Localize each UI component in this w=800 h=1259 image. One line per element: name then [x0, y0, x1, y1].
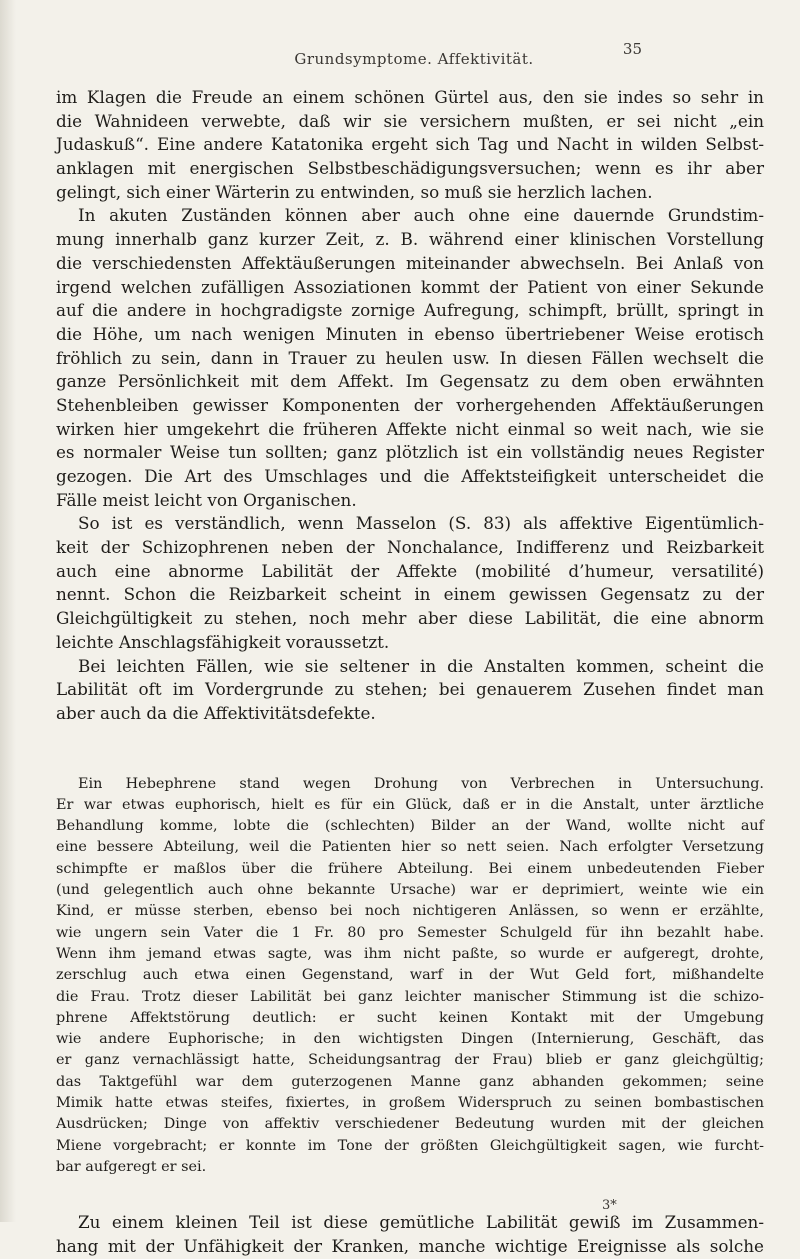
- text-line: Fälle meist leicht von Organischen.: [56, 489, 357, 510]
- page-edge-shadow: [0, 0, 16, 1222]
- case-line: Ein Hebephrene stand wegen Drohung von Verbrechen in Untersuchung.: [78, 775, 764, 792]
- text-line: gezogen. Die Art des Umschlages und die Affektsteifigkeit unterscheidet die: [56, 466, 764, 486]
- case-line: zerschlug auch etwa einen Gegenstand, warf in der Wut Geld fort, mißhandelte: [56, 967, 764, 984]
- text-line: gelingt, sich einer Wärterin zu entwinden, so muß sie herzlich lachen.: [56, 181, 653, 202]
- case-line: Mimik hatte etwas steifes, fixiertes, in großem Widerspruch zu seinen bombastischen: [56, 1095, 764, 1112]
- text-line: hang mit der Unfähigkeit der Kranken, manche wichtige Ereignisse als solche: [56, 1235, 764, 1256]
- text-line: aber auch da die Affektivitätsdefekte.: [56, 702, 376, 723]
- case-line: wie ungern sein Vater die 1 Fr. 80 pro Semester Schulgeld für ihn bezahlt habe.: [56, 924, 764, 941]
- text-line: irgend welchen zufälligen Assoziationen kommt der Patient von einer Sekunde: [56, 276, 764, 297]
- text-line: ganze Persönlichkeit mit dem Affekt. Im Gegensatz zu dem oben erwähnten: [56, 371, 764, 392]
- case-report: [56, 774, 764, 1179]
- running-head: [0, 40, 800, 72]
- text-line: die Wahnideen verwebte, daß wir sie versichern mußten, er sei nicht „ein: [56, 110, 764, 131]
- text-line: es normaler Weise tun sollten; ganz plötzlich ist ein vollständig neues Register: [56, 442, 764, 463]
- text-line: Bei leichten Fällen, wie sie seltener in die Anstalten kommen, scheint die: [78, 655, 764, 676]
- text-line: Zu einem kleinen Teil ist diese gemütliche Labilität gewiß im Zusammen-: [78, 1212, 764, 1233]
- page-number: 35: [622, 40, 642, 58]
- text-line: die verschiedensten Affektäußerungen miteinander abwechseln. Bei Anlaß von: [56, 252, 764, 273]
- case-line: Miene vorgebracht; er konnte im Tone der größten Gleichgültigkeit sagen, wie furcht-: [56, 1137, 764, 1154]
- signature-mark: 3*: [602, 1198, 617, 1213]
- case-line: das Taktgefühl war dem guterzogenen Manne ganz abhanden gekommen; seine: [56, 1073, 764, 1090]
- case-line: eine bessere Abteilung, weil die Patienten hier so nett seien. Nach erfolgter Versetzung: [56, 839, 764, 856]
- case-line: wie andere Euphorische; in den wichtigsten Dingen (Internierung, Geschäft, das: [56, 1031, 764, 1048]
- text-line: keit der Schizophrenen neben der Nonchalance, Indifferenz und Reizbarkeit: [56, 537, 764, 558]
- text-line: Judaskuß“. Eine andere Katatonika ergeht sich Tag und Nacht in wilden Selbst-: [56, 134, 764, 155]
- case-line: phrene Affektstörung deutlich: er sucht keinen Kontakt mit der Umgebung: [56, 1009, 764, 1026]
- text-line: So ist es verständlich, wenn Masselon (S. 83) als affektive Eigentümlich-: [78, 513, 764, 534]
- text-line: im Klagen die Freude an einem schönen Gürtel aus, den sie indes so sehr in: [56, 87, 764, 107]
- text-line: wirken hier umgekehrt die früheren Affekte nicht einmal so weit nach, wie sie: [56, 418, 764, 439]
- text-line: die Höhe, um nach wenigen Minuten in ebenso übertriebener Weise erotisch: [56, 323, 764, 344]
- case-line: schimpfte er maßlos über die frühere Abteilung. Bei einem unbedeutenden Fieber: [56, 860, 764, 877]
- text-line: In akuten Zuständen können aber auch ohne eine dauernde Grundstim-: [78, 205, 764, 226]
- case-line: Er war etwas euphorisch, hielt es für ein Glück, daß er in die Anstalt, unter ärztliche: [56, 796, 764, 813]
- case-line: Ausdrücken; Dinge von affektiv verschiedener Bedeutung wurden mit der gleichen: [56, 1116, 764, 1133]
- case-line: Kind, er müsse sterben, ebenso bei noch nichtigeren Anlässen, so wenn er erzählte,: [56, 903, 764, 920]
- running-title: Grundsymptome. Affektivität.: [294, 50, 534, 68]
- text-line: nennt. Schon die Reizbarkeit scheint in einem gewissen Gegensatz zu der: [56, 584, 764, 605]
- text-line: Gleichgültigkeit zu stehen, noch mehr aber diese Labilität, die eine abnorm: [56, 608, 764, 629]
- case-line: Wenn ihm jemand etwas sagte, was ihm nicht paßte, so wurde er aufgeregt, drohte,: [56, 945, 764, 962]
- case-line: bar aufgeregt er sei.: [56, 1158, 207, 1175]
- case-line: er ganz vernachlässigt hatte, Scheidungsantrag der Frau) blieb er ganz gleichgültig;: [56, 1052, 764, 1069]
- text-line: anklagen mit energischen Selbstbeschädigungsversuchen; wenn es ihr aber: [56, 158, 764, 179]
- case-line: (und gelegentlich auch ohne bekannte Ursache) war er deprimiert, weinte wie ein: [56, 882, 764, 899]
- text-line: auf die andere in hochgradigste zornige Aufregung, schimpft, brüllt, springt in: [56, 300, 764, 321]
- text-line: fröhlich zu sein, dann in Trauer zu heulen usw. In diesen Fällen wechselt die: [56, 347, 764, 368]
- case-line: Behandlung komme, lobte die (schlechten) Bilder an der Wand, wollte nicht auf: [56, 818, 764, 835]
- case-line: die Frau. Trotz dieser Labilität bei ganz leichter manischer Stimmung ist die schizo-: [56, 988, 764, 1005]
- text-line: auch eine abnorme Labilität der Affekte (mobilité d’humeur, versatilité): [56, 560, 764, 581]
- text-line: mung innerhalb ganz kurzer Zeit, z. B. während einer klinischen Vorstellung: [56, 229, 764, 250]
- text-line: leichte Anschlagsfähigkeit voraussetzt.: [56, 631, 390, 652]
- main-text: [56, 86, 764, 1259]
- text-line: Labilität oft im Vordergrunde zu stehen; bei genauerem Zusehen findet man: [56, 679, 764, 700]
- text-line: Stehenbleiben gewisser Komponenten der vorhergehenden Affektäußerungen: [56, 394, 764, 415]
